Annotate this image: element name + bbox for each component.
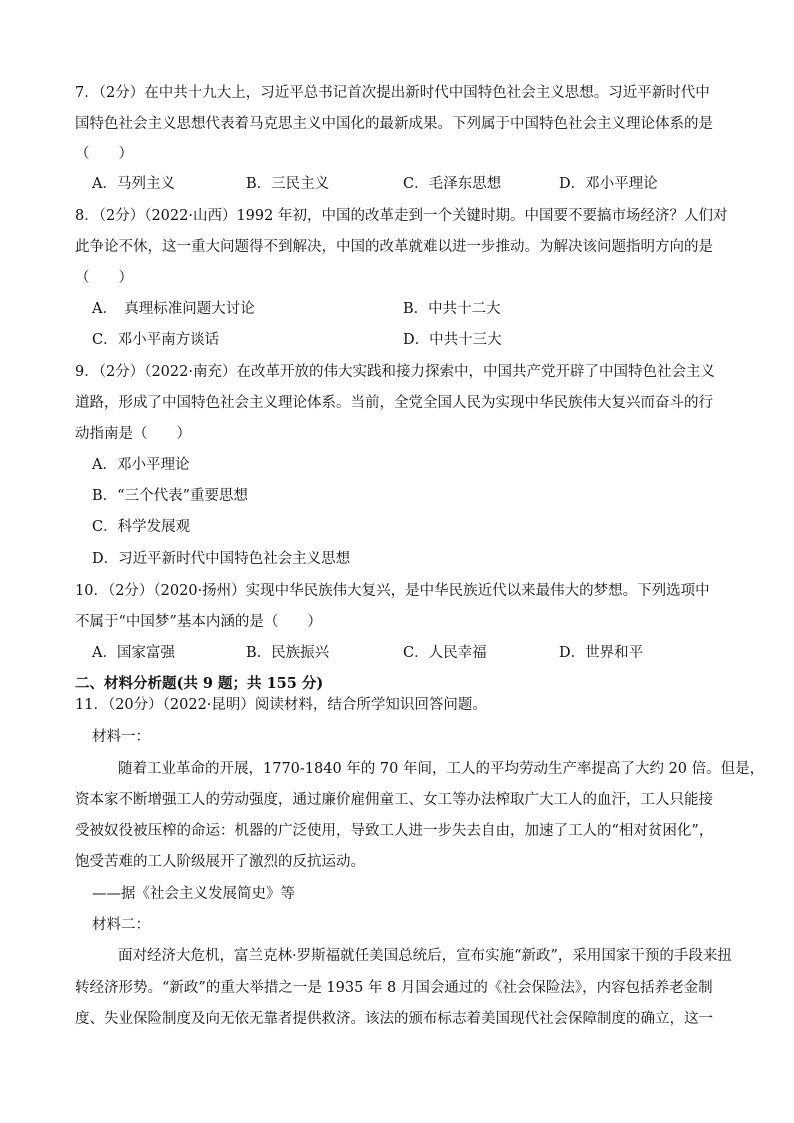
q10-option-d[interactable]: D．世界和平 <box>559 645 644 661</box>
q9-option-c[interactable]: C．科学发展观 <box>92 519 191 535</box>
q8-option-d[interactable]: D．中共十三大 <box>403 332 502 348</box>
material1-label: 材料一： <box>92 729 150 745</box>
q9-option-b[interactable]: B．“三个代表”重要思想 <box>92 488 248 504</box>
q7-option-a[interactable]: A．马列主义 <box>92 176 175 192</box>
section-heading: 二、材料分析题(共 9 题；共 155 分) <box>75 675 324 692</box>
q11-stem: 11．（20分）（2022·昆明）阅读材料，结合所学知识回答问题。 <box>75 697 487 713</box>
q9-stem-line2: 道路，形成了中国特色社会主义理论体系。当前，全党全国人民为实现中华民族伟大复兴而奋斗的行 <box>75 395 713 411</box>
material1-text-line1: 随着工业革命的开展，1770-1840 年的 70 年间，工人的平均劳动生产率提高了大约 20 倍。但是， <box>118 761 765 777</box>
q9-stem-line1: 9．（2分）（2022·南充）在改革开放的伟大实践和接力探索中，中国共产党开辟了中国特色社会主义 <box>75 364 715 380</box>
q7-stem-line3: （ ） <box>75 146 133 162</box>
material1-source: ——据《社会主义发展简史》等 <box>92 886 295 902</box>
q10-option-c[interactable]: C．人民幸福 <box>403 645 487 661</box>
q10-option-a[interactable]: A．国家富强 <box>92 645 175 661</box>
q8-stem-line3: （ ） <box>75 270 133 286</box>
material2-text-line2: 转经济形势。“新政”的重大举措之一是 1935 年 8 月国会通过的《社会保险法》，内容包括养老金制 <box>75 980 713 996</box>
material1-text-line3: 受被奴役被压榨的命运：机器的广泛使用，导致工人进一步失去自由，加速了工人的“相对贫困化”， <box>75 823 714 839</box>
material2-label: 材料二： <box>92 917 150 933</box>
q9-option-a[interactable]: A．邓小平理论 <box>92 457 190 473</box>
q10-stem-line1: 10．（2分）（2020·扬州）实现中华民族伟大复兴，是中华民族近代以来最伟大的梦想。下列选项中 <box>75 583 710 599</box>
material1-text-line4: 饱受苦难的工人阶级展开了激烈的反抗运动。 <box>75 854 365 870</box>
q7-stem-line1: 7．（2分）在中共十九大上，习近平总书记首次提出新时代中国特色社会主义思想。习近平新时代中 <box>75 85 710 101</box>
q9-stem-line3: 动指南是（ ） <box>75 426 191 442</box>
q7-option-b[interactable]: B．三民主义 <box>246 176 330 192</box>
q8-option-a[interactable]: A． 真理标准问题大讨论 <box>92 301 255 317</box>
q10-stem-line2: 不属于“中国梦”基本内涵的是（ ） <box>75 614 322 630</box>
q8-option-c[interactable]: C．邓小平南方谈话 <box>92 332 220 348</box>
q9-option-d[interactable]: D．习近平新时代中国特色社会主义思想 <box>92 551 351 567</box>
q7-stem-line2: 国特色社会主义思想代表着马克思主义中国化的最新成果。下列属于中国特色社会主义理论体系的是 <box>75 116 713 132</box>
q7-option-d[interactable]: D．邓小平理论 <box>559 176 658 192</box>
q10-option-b[interactable]: B．民族振兴 <box>246 645 330 661</box>
q7-option-c[interactable]: C．毛泽东思想 <box>403 176 502 192</box>
material1-text-line2: 资本家不断增强工人的劳动强度，通过廉价雇佣童工、女工等办法榨取广大工人的血汗，工人只能接 <box>75 792 713 808</box>
q8-stem-line2: 此争论不休，这一重大问题得不到解决，中国的改革就难以进一步推动。为解决该问题指明方向的是 <box>75 239 713 255</box>
q8-option-b[interactable]: B．中共十二大 <box>403 301 501 317</box>
material2-text-line1: 面对经济大危机，富兰克林·罗斯福就任美国总统后，宣布实施“新政”，采用国家干预的手段来扭 <box>118 948 732 964</box>
material2-text-line3: 度、失业保险制度及向无依无靠者提供救济。该法的颁布标志着美国现代社会保障制度的确立，这一 <box>75 1011 713 1027</box>
q8-stem-line1: 8．（2分）（2022·山西）1992 年初，中国的改革走到一个关键时期。中国要不要搞市场经济？人们对 <box>75 208 728 224</box>
